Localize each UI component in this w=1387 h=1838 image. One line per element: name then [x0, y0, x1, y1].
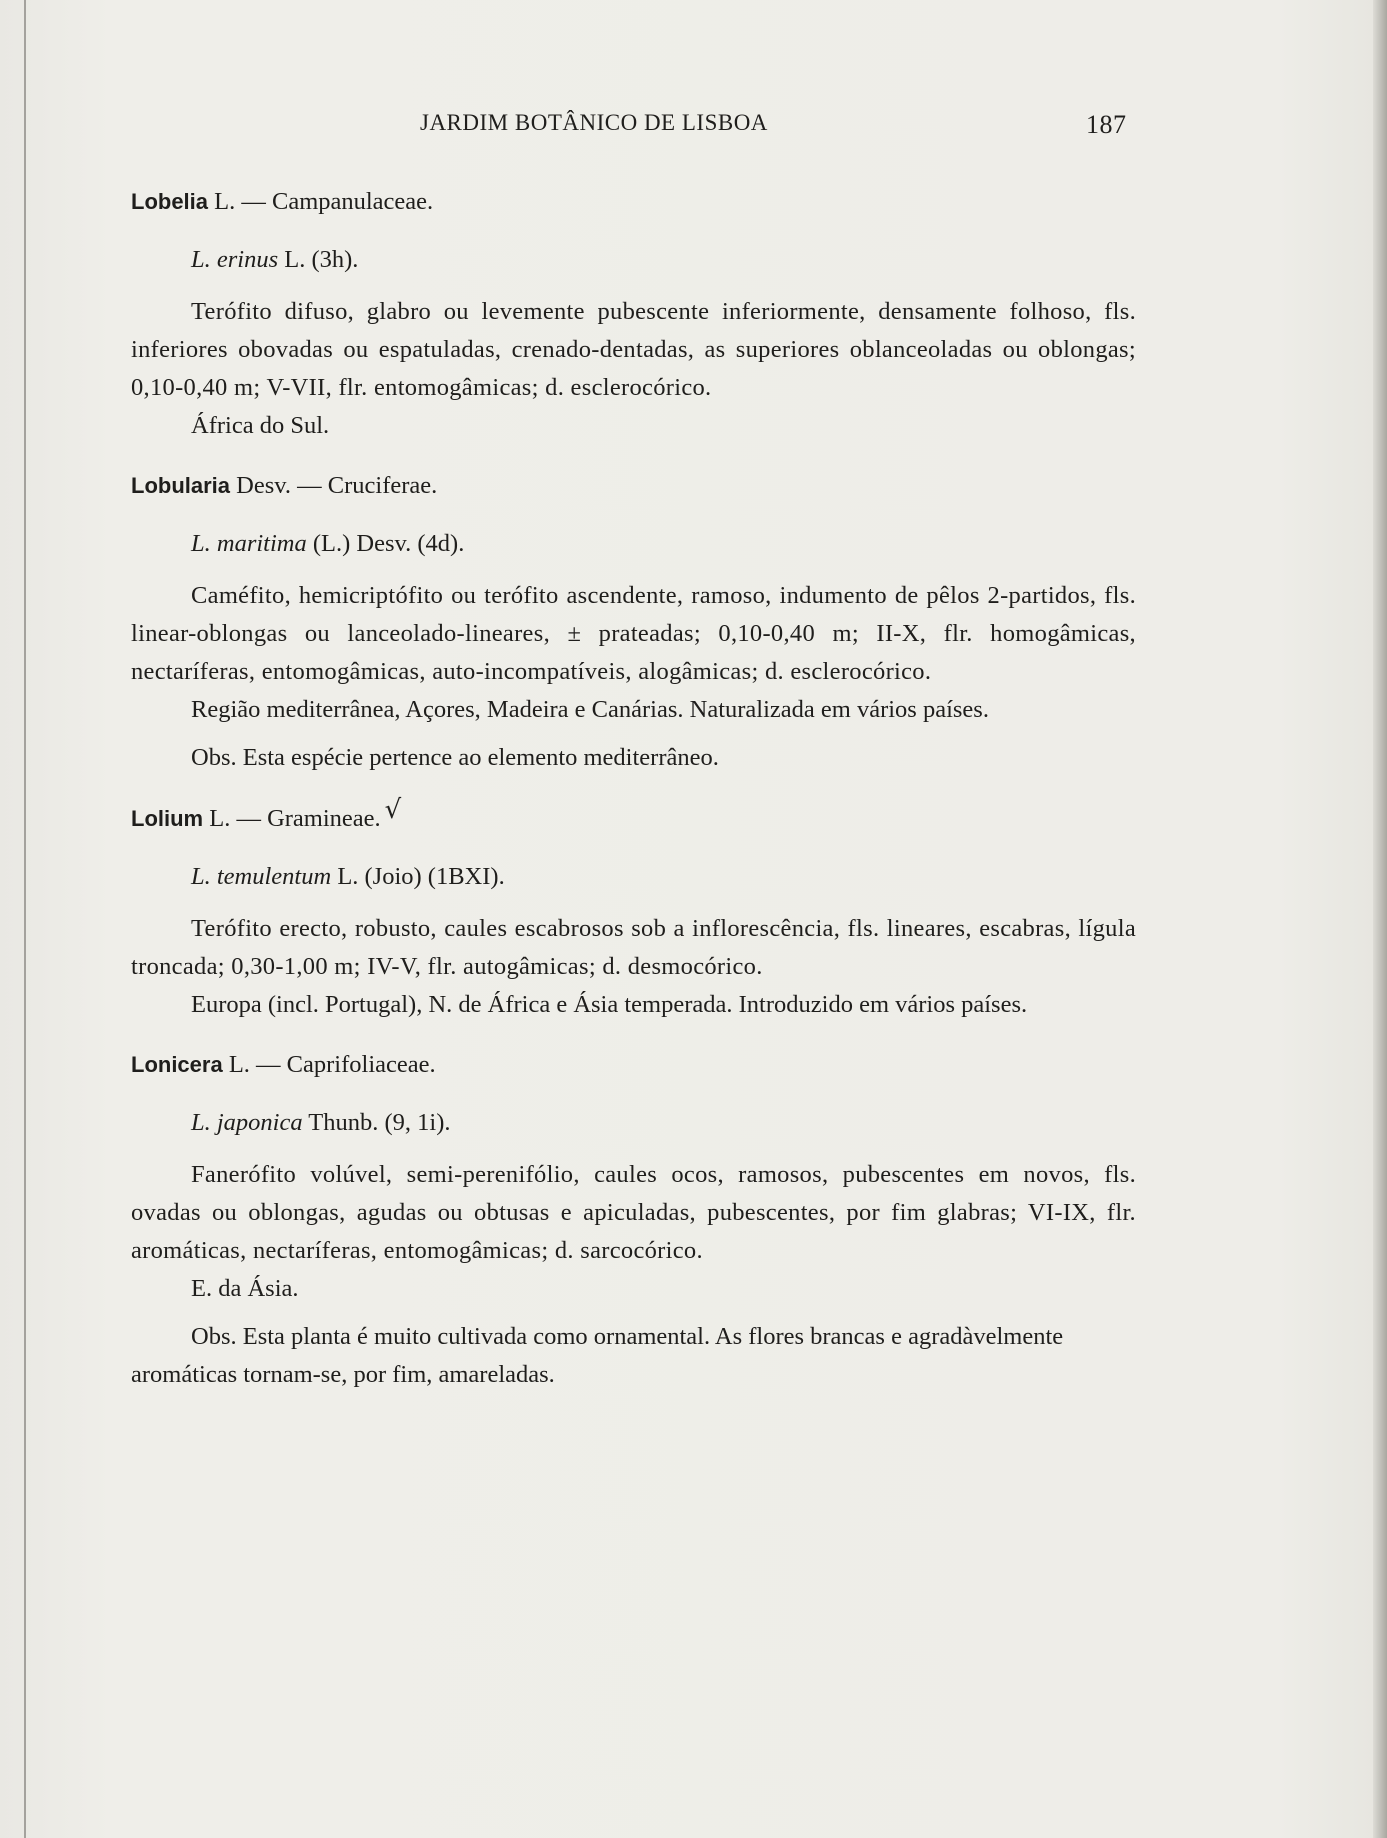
page-left-edge: [24, 0, 26, 1838]
species-heading: [131, 1104, 1136, 1142]
species-distribution: Região mediterrânea, Açores, Madeira e Canárias. Naturalizada em vários países.: [191, 696, 989, 723]
species-authority: (L.) Desv. (4d).: [306, 530, 465, 557]
genus-heading: [131, 795, 1136, 838]
genus-authority: L. — Campanulaceae.: [208, 188, 434, 215]
genus-name: Lobularia: [131, 473, 231, 498]
species-heading: [131, 241, 1136, 279]
species-distribution: E. da Ásia.: [191, 1275, 299, 1302]
species-distribution: África do Sul.: [191, 412, 330, 439]
species-name: L. erinus: [191, 246, 279, 273]
genus-name: Lonicera: [131, 1052, 223, 1077]
genus-authority: L. — Caprifoliaceae.: [222, 1051, 436, 1078]
species-name: L. japonica: [191, 1109, 303, 1136]
page-number: 187: [1086, 110, 1127, 139]
genus-authority: Desv. — Cruciferae.: [230, 472, 438, 499]
page-body: [131, 183, 1136, 1394]
handwritten-check-mark: √: [384, 795, 402, 825]
species-description: Fanerófito volúvel, semi-perenifólio, caules ocos, ramosos, pubescentes em novos, fls. ovadas ou oblongas, agudas ou obtusas e apiculadas, pubescentes, por fim glabras; VI-IX, flr. aromáticas, nectaríferas, entomogâmicas; d. sarcocórico.: [131, 1161, 1136, 1264]
observation-note: Obs. Esta planta é muito cultivada como ornamental. As flores brancas e agradàvelmente aromáticas tornam-se, por fim, amareladas.: [131, 1323, 1064, 1388]
species-name: L. temulentum: [191, 863, 332, 890]
species-distribution: Europa (incl. Portugal), N. de África e Ásia temperada. Introduzido em vários países.: [191, 991, 1028, 1018]
genus-authority: L. — Gramineae.: [203, 805, 381, 832]
species-heading: [131, 858, 1136, 896]
species-authority: L. (Joio) (1BXI).: [331, 863, 505, 890]
genus-name: Lolium: [131, 806, 204, 831]
species-description: Caméfito, hemicriptófito ou terófito ascendente, ramoso, indumento de pêlos 2-partidos, fls. linear-oblongas ou lanceolado-lineares, ± prateadas; 0,10-0,40 m; II-X, flr. homogâmicas, nectaríferas, entomogâmicas, auto-incompatíveis, alogâmicas; d. esclerocórico.: [131, 582, 1136, 685]
genus-heading: [131, 1046, 1136, 1084]
genus-heading: [131, 467, 1136, 505]
header-title: JARDIM BOTÂNICO DE LISBOA: [420, 110, 768, 135]
genus-heading: [131, 183, 1136, 221]
species-description: Terófito difuso, glabro ou levemente pubescente inferiormente, densamente folhoso, fls. inferiores obovadas ou espatuladas, crenado-dentadas, as superiores oblanceoladas ou oblongas; 0,10-0,40 m; V-VII, flr. entomogâmicas; d. esclerocórico.: [131, 298, 1136, 401]
species-description: Terófito erecto, robusto, caules escabrosos sob a inflorescência, fls. lineares, escabras, lígula troncada; 0,30-1,00 m; IV-V, flr. autogâmicas; d. desmocórico.: [131, 915, 1136, 980]
genus-name: Lobelia: [131, 189, 209, 214]
observation-note: Obs. Esta espécie pertence ao elemento mediterrâneo.: [191, 744, 719, 771]
species-name: L. maritima: [191, 530, 307, 557]
species-authority: Thunb. (9, 1i).: [302, 1109, 451, 1136]
species-heading: [131, 525, 1136, 563]
species-authority: L. (3h).: [278, 246, 359, 273]
page-right-edge: [1373, 0, 1387, 1838]
